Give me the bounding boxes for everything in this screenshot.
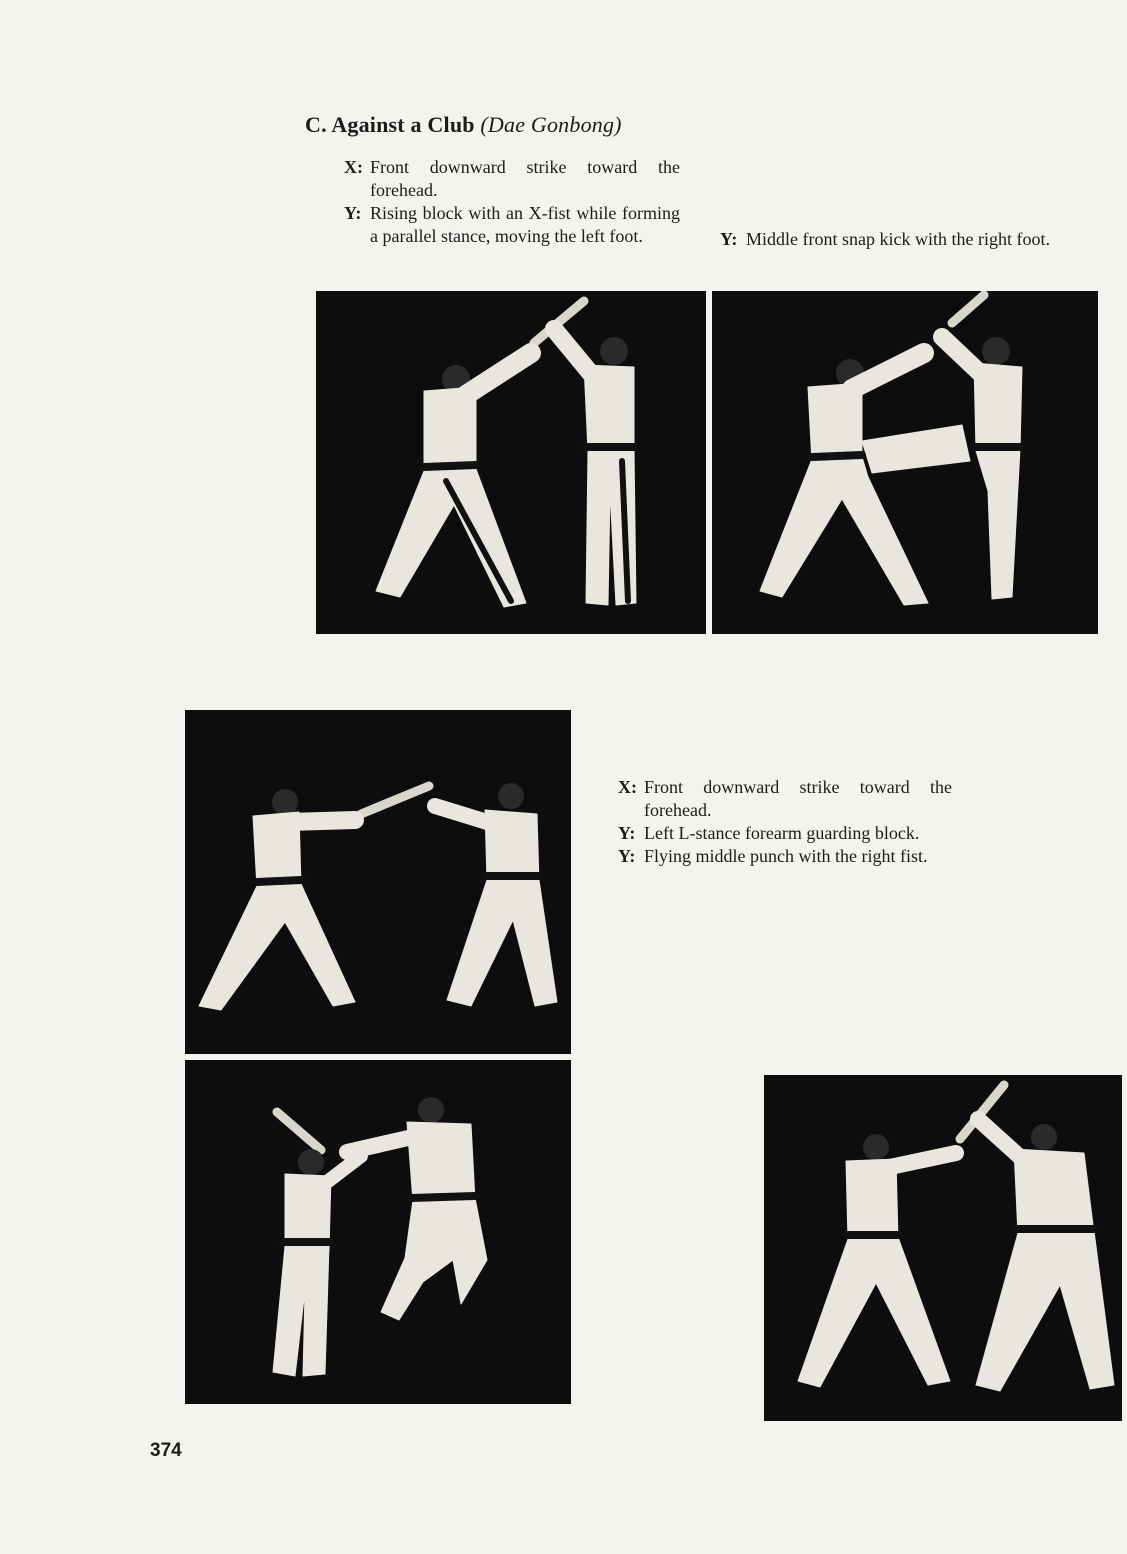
photo-final-position [764, 1075, 1122, 1421]
photo-snap-kick-image [712, 291, 1098, 634]
step-text: Middle front snap kick with the right foot. [746, 229, 1050, 249]
step-text: Front downward strike toward the forehead. [644, 777, 952, 820]
step-text: Front downward strike toward the forehead. [370, 157, 680, 200]
step-actor: X: [344, 157, 363, 177]
step-actor: Y: [720, 229, 738, 249]
photo-snap-kick [712, 291, 1098, 634]
step-item [618, 822, 952, 845]
section-heading [305, 112, 622, 138]
photo-flying-punch [185, 1060, 571, 1404]
photo-rising-block [316, 291, 706, 634]
step-list-rising-block [344, 156, 680, 248]
step-item [618, 845, 952, 868]
step-actor: Y: [618, 823, 636, 843]
step-item [344, 156, 680, 202]
step-item [618, 776, 952, 822]
step-actor: X: [618, 777, 637, 797]
step-item [720, 228, 1065, 251]
step-list-flying-punch [618, 776, 952, 868]
step-actor: Y: [618, 846, 636, 866]
step-text: Left L-stance forearm guarding block. [644, 823, 920, 843]
photo-flying-punch-image [185, 1060, 571, 1404]
photo-downward-strike-image [185, 710, 571, 1054]
photo-rising-block-image [316, 291, 706, 634]
section-subtitle: (Dae Gonbong) [480, 112, 622, 137]
step-text: Rising block with an X-fist while forming a parallel stance, moving the left foot. [370, 203, 680, 246]
photo-downward-strike [185, 710, 571, 1054]
step-item [344, 202, 680, 248]
step-text: Flying middle punch with the right fist. [644, 846, 928, 866]
photo-final-position-image [764, 1075, 1122, 1421]
page-number: 374 [150, 1440, 182, 1461]
step-actor: Y: [344, 203, 362, 223]
section-title: Against a Club [331, 112, 475, 137]
step-list-snap-kick [720, 228, 1065, 251]
section-label: C. [305, 112, 327, 137]
